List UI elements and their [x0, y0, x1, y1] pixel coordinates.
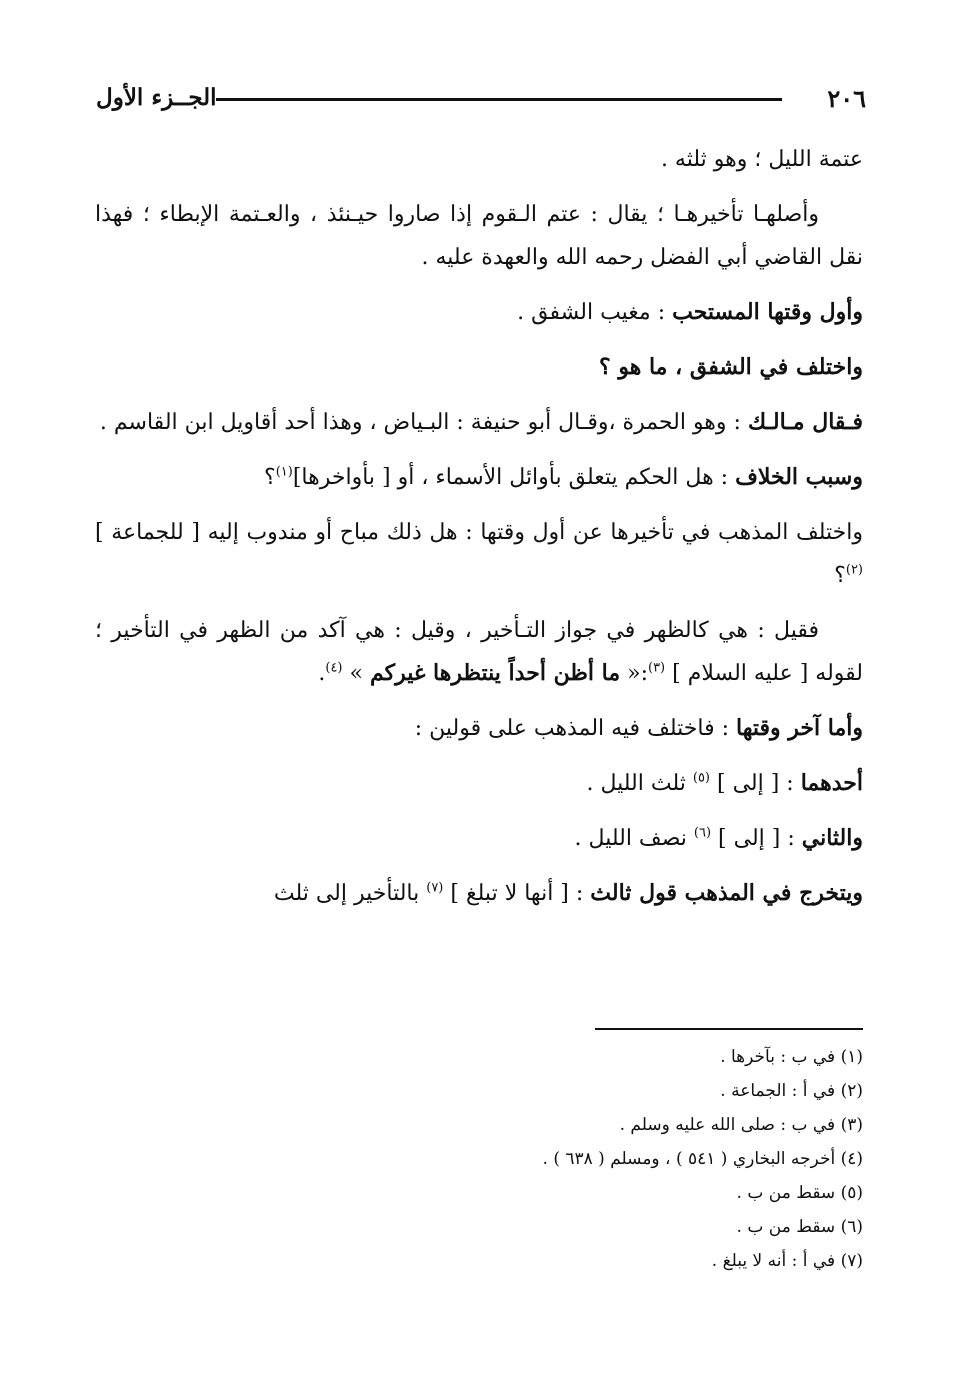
paragraph-4 — [95, 346, 863, 389]
paragraph-9-heading: وأما آخر وقتها — [735, 715, 863, 741]
quote-close: » — [342, 661, 370, 686]
paragraph-5-heading: فـقال مـالـك — [747, 409, 863, 435]
paragraph-2 — [95, 193, 863, 279]
paragraph-11-text-b: نصف الليل . — [574, 826, 694, 851]
header-rule — [216, 98, 782, 101]
footnote-rule — [595, 1028, 863, 1030]
paragraph-9-text: : فاختلف فيه المذهب على قولين : — [414, 716, 736, 741]
paragraph-6-text: : هل الحكم يتعلق بأوائل الأسماء ، أو [ بأواخرها] — [292, 465, 736, 490]
paragraph-11-text-a: : [ إلى ] — [711, 826, 802, 851]
paragraph-8 — [95, 609, 863, 695]
paragraph-1 — [95, 138, 863, 181]
footnote-ref-7: (٧) — [426, 880, 444, 896]
paragraph-6-heading: وسبب الخلاف — [735, 464, 863, 490]
quote-open: :« — [620, 661, 648, 686]
page-header — [96, 78, 866, 118]
paragraph-11-heading: والثاني — [801, 825, 863, 851]
footnote-3: (٣) في ب : صلى الله عليه وسلم . — [619, 1115, 863, 1135]
hadith-quote: ما أظن أحداً ينتظرها غيركم — [369, 660, 621, 686]
paragraph-8-end: . — [318, 661, 326, 686]
footnote-5: (٥) سقط من ب . — [736, 1183, 863, 1203]
footnote-ref-1: (١) — [275, 464, 293, 480]
footnote-2: (٢) في أ : الجماعة . — [720, 1081, 863, 1101]
paragraph-10-text-a: : [ إلى ] — [710, 771, 801, 796]
footnote-ref-3: (٣) — [647, 660, 666, 676]
paragraph-3 — [95, 291, 863, 334]
paragraph-4-heading: واختلف في الشفق ، ما هو ؟ — [599, 354, 863, 380]
paragraph-3-heading: وأول وقتها المستحب — [672, 299, 863, 325]
paragraph-12-text-a: : [ أنها لا تبلغ ] — [443, 881, 591, 906]
paragraph-7 — [95, 511, 863, 597]
paragraph-9 — [95, 707, 863, 750]
footnote-1: (١) في ب : بآخرها . — [720, 1047, 863, 1067]
paragraph-3-text: : مغيب الشفق . — [517, 300, 673, 325]
running-title: الجــزء الأول — [96, 84, 217, 111]
paragraph-10-text-b: ثلث الليل . — [586, 771, 693, 796]
footnotes — [263, 1040, 863, 1278]
main-text — [95, 138, 863, 927]
paragraph-7-text: واختلف المذهب في تأخيرها عن أول وقتها : هل ذلك مباح أو مندوب إليه [ للجماعة ] — [95, 520, 863, 545]
footnote-4: (٤) أخرجه البخاري ( ٥٤١ ) ، ومسلم ( ٦٣٨ ) . — [542, 1149, 863, 1169]
paragraph-6-end: ؟ — [264, 465, 276, 490]
paragraph-12-heading: ويتخرج في المذهب قول ثالث — [590, 880, 863, 906]
footnote-ref-4: (٤) — [325, 660, 343, 676]
footnote-6: (٦) سقط من ب . — [736, 1217, 863, 1237]
paragraph-11 — [95, 817, 863, 860]
paragraph-12-text-b: بالتأخير إلى ثلث — [273, 881, 427, 906]
paragraph-1-text: عتمة الليل ؛ وهو ثلثه . — [660, 147, 863, 172]
footnote-7: (٧) في أ : أنه لا يبلغ . — [711, 1251, 863, 1271]
paragraph-12 — [95, 872, 863, 915]
footnote-ref-2: (٢) — [845, 562, 863, 578]
page-number: ٢٠٦ — [827, 84, 866, 113]
paragraph-8-text: فقيل : هي كالظهر في جواز التـأخير ، وقيل : هي آكد من الظهر في التأخير ؛ لقوله [ عليه السلام ] — [95, 618, 863, 686]
footnote-ref-5: (٥) — [692, 770, 710, 786]
footnote-ref-6: (٦) — [693, 825, 712, 841]
paragraph-10-heading: أحدهما — [800, 770, 863, 796]
paragraph-7-end: ؟ — [834, 563, 846, 588]
paragraph-2-text: وأصلهـا تأخيرهـا ؛ يقال : عتم الـقوم إذا صاروا حيـنئذ ، والعـتمة الإبطاء ؛ فهذا نقل القاضي أبي الفضل رحمه الله والعهدة عليه . — [95, 202, 863, 270]
paragraph-6 — [95, 456, 863, 499]
paragraph-10 — [95, 762, 863, 805]
paragraph-5 — [95, 401, 863, 444]
paragraph-5-text: : وهو الحمرة ،وقـال أبو حنيفة : البـياض ، وهذا أحد أقاويل ابن القاسم . — [99, 410, 748, 435]
